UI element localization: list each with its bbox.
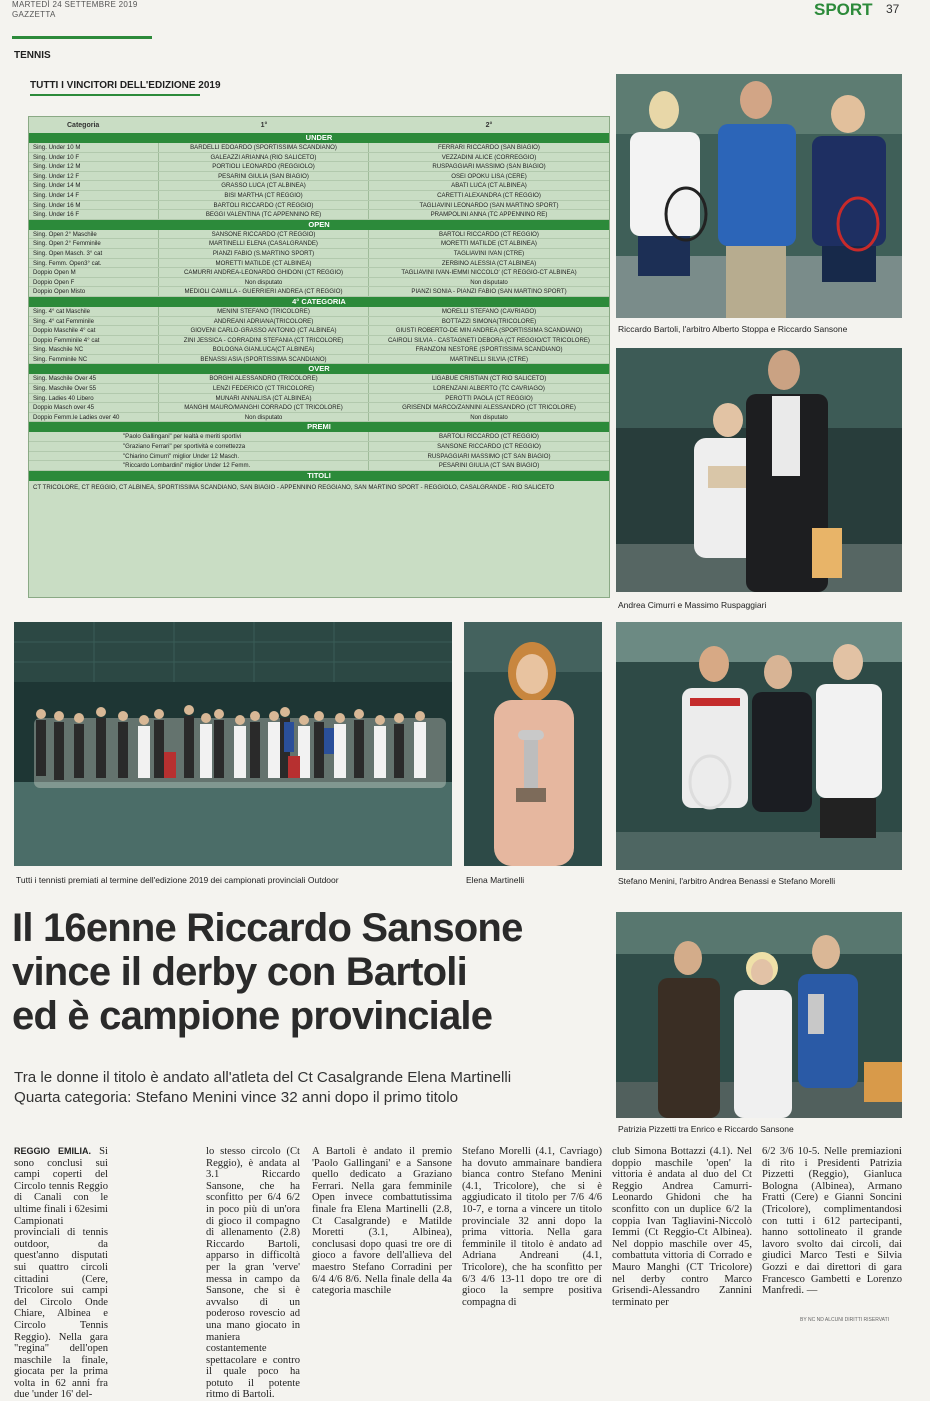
award-row [29, 432, 609, 442]
band-premi: PREMI [29, 422, 609, 432]
winner-cell: LENZI FEDERICO (CT TRICOLORE) [159, 384, 369, 393]
runner-up-cell: ZERBINO ALESSIA (CT ALBINEA) [441, 259, 537, 267]
deck-line1: Tra le donne il titolo è andato all'atleta del Ct Casalgrande Elena Martinelli [14, 1069, 512, 1086]
table-row [29, 336, 609, 346]
runner-up-cell: Non disputato [470, 413, 508, 421]
category-cell: Sing. Under 16 M [29, 201, 159, 210]
runner-up-cell: MORELLI STEFANO (CAVRIAGO) [441, 307, 537, 315]
table-row [29, 259, 609, 269]
newspaper-name: GAZZETTA [12, 10, 56, 19]
table-row [29, 181, 609, 191]
runner-up-cell: CARETTI ALEXANDRA (CT REGGIO) [437, 191, 541, 199]
winner-cell: GALEAZZI ARIANNA (RIO SALICETO) [159, 153, 369, 162]
winner-cell: BISI MARTHA (CT REGGIO) [159, 191, 369, 200]
category-cell: Sing. Under 16 F [29, 210, 159, 219]
winner-cell: ZINI JESSICA - CORRADINI STEFANIA (CT TRICOLORE) [159, 336, 369, 345]
runner-up-cell: ABATI LUCA (CT ALBINEA) [451, 182, 527, 190]
winner-cell: BENASSI ASIA (SPORTISSIMA SCANDIANO) [159, 355, 369, 364]
col-second-header: 2° [485, 121, 493, 129]
article-column-3: A Bartoli è andato il premio 'Paolo Gallingani' e a Sansone quello dedicato a Graziano Ferrari. Nella gara femminile Open invece combattutissima finale fra Elena Martinelli (2.8, Ct Casalgrande) e Matilde Moretti (3.1, Albinea), conclusasi dopo quasi tre ore di gioco a favore dell'allieva del maestro Stefano Corradini per 6/4 4/6 8/6. Nella finale della 4a categoria maschile [312, 1146, 452, 1297]
runner-up-cell: TAGLIAVINI IVAN-IEMMI NICCOLO' (CT REGGIO-CT ALBINEA) [401, 269, 577, 277]
table-row [29, 249, 609, 259]
runner-up-cell: LIGABUE CRISTIAN (CT RIO SALICETO) [431, 375, 547, 383]
winner-cell: BARDELLI EDOARDO (SPORTISSIMA SCANDIANO) [159, 143, 369, 152]
runner-up-cell: PRAMPOLINI ANNA (TC APPENNINO RE) [430, 211, 548, 219]
winner-cell: MENINI STEFANO (TRICOLORE) [159, 307, 369, 316]
runner-up-cell: PIANZI SONIA - PIANZI FABIO (SAN MARTINO SPORT) [411, 288, 567, 296]
license-credit: BY NC ND ALCUNI DIRITTI RISERVATI [800, 1317, 890, 1323]
premi-rows [29, 432, 609, 470]
article-column-4: Stefano Morelli (4.1, Cavriago) ha dovuto ammainare bandiera bianca contro Stefano Menini (4.1, Tricolore), che si è aggiudicato il titolo per 7/6 4/6 10-7, e torna a vincere un titolo provinciale 32 anni dopo la prima vittoria. Nella gara femminile il titolo è andato ad Adriana Andreani (4.1, Tricolore), che ha sconfitto per 6/3 4/6 13-11 dopo tre ore di gioco la sempre positiva compagna di [462, 1146, 602, 1308]
award-winner-cell: PESARINI GIULIA (CT SAN BIAGIO) [438, 462, 540, 470]
open-rows [29, 230, 609, 297]
subsection-label: TUTTI I VINCITORI DELL'EDIZIONE 2019 [30, 80, 221, 91]
table-row [29, 210, 609, 220]
table-row [29, 413, 609, 423]
category-cell: Sing. Under 12 M [29, 162, 159, 171]
caption-photo3: Stefano Menini, l'arbitro Andrea Benassi e Stefano Morelli [618, 876, 836, 886]
runner-up-cell: GRISENDI MARCO/ZANNINI ALESSANDRO (CT TRICOLORE) [402, 404, 576, 412]
photo-elena-martinelli [464, 622, 602, 866]
winner-cell: SANSONE RICCARDO (CT REGGIO) [159, 230, 369, 239]
winner-cell: Non disputato [159, 413, 369, 422]
runner-up-cell: BOTTAZZI SIMONA(TRICOLORE) [441, 317, 537, 325]
quarta-rows [29, 307, 609, 365]
table-row [29, 355, 609, 365]
table-row [29, 394, 609, 404]
caption-elena: Elena Martinelli [466, 875, 525, 885]
category-cell: Sing. Femm. Open3° cat. [29, 259, 159, 268]
award-winner-cell: BARTOLI RICCARDO (CT REGGIO) [439, 433, 539, 441]
article-deck [14, 1068, 604, 1108]
table-row [29, 374, 609, 384]
runner-up-cell: MORETTI MATILDE (CT ALBINEA) [441, 240, 537, 248]
table-row [29, 239, 609, 249]
table-row [29, 153, 609, 163]
deck-line2: Quarta categoria: Stefano Menini vince 32 anni dopo il primo titolo [14, 1089, 459, 1106]
table-row [29, 307, 609, 317]
col-category-header: Categoria [67, 121, 100, 129]
photo-cimurri-ruspaggiari [616, 348, 902, 592]
category-cell: Sing. Under 12 F [29, 172, 159, 181]
runner-up-cell: OSEI OPOKU LISA (CERE) [451, 172, 527, 180]
category-cell: Sing. Maschile Over 45 [29, 374, 159, 383]
category-cell: Sing. Open Masch. 3° cat [29, 249, 159, 258]
category-cell: Sing. Ladies 40 Libero [29, 394, 159, 403]
award-name-cell: "Riccardo Lombardini" miglior Under 12 Femm. [29, 461, 369, 470]
col-first-header: 1° [260, 121, 268, 129]
award-name-cell: "Chiarino Cimurri" miglior Under 12 Masch. [29, 452, 369, 461]
table-row [29, 326, 609, 336]
category-cell: Sing. Under 10 F [29, 153, 159, 162]
winner-cell: BOLOGNA GIANLUCA(CT ALBINEA) [159, 345, 369, 354]
winner-cell: GIOVENI CARLO-GRASSO ANTONIO (CT ALBINEA) [159, 326, 369, 335]
winners-table [28, 116, 610, 598]
category-cell: Sing. Under 14 M [29, 181, 159, 190]
article-column-5: club Simona Bottazzi (4.1). Nel doppio maschile 'open' la vittoria è andata al duo del Ct Reggio Andrea Camurri-Leonardo Ghidoni che ha sconfitto con un duplice 6/2 la coppia Ivan Tagliavini-Niccolò Iemmi (Ct Reggio-Ct Albinea). Nel doppio maschile over 45, combattuta vittoria di Corrado e Mauro Manghi (CT Tricolore) nel derby contro Marco Grisendi-Alessandro Zannini terminato per [612, 1146, 752, 1308]
category-cell: Sing. 4° cat Maschile [29, 307, 159, 316]
category-cell: Sing. Open 2° Femminile [29, 239, 159, 248]
table-row [29, 143, 609, 153]
category-cell: Doppio Femminile 4° cat [29, 336, 159, 345]
category-cell: Sing. Open 2° Maschile [29, 230, 159, 239]
section-title: SPORT [814, 0, 873, 19]
award-row [29, 452, 609, 462]
article-headline [12, 906, 612, 1038]
runner-up-cell: FERRARI RICCARDO (SAN BIAGIO) [438, 144, 540, 151]
photo-pizzetti-sansone [616, 912, 902, 1118]
article-col1-text: Si sono conclusi sui campi coperti del Circolo tennis Reggio di Canali con le ultime finali i 62esimi Campionati provinciali di tennis outdoor, da quest'anno disputati sui quattro circoli cittadini (Cere, Tricolore sui campi del Circolo Onde Chiare, Albinea e Circolo Tennis Reggio). Nella gara "regina" dell'open maschile la finale, giocata per la prima volta in 62 anni fra due 'under 16' del- [14, 1146, 108, 1401]
award-row [29, 442, 609, 452]
table-row [29, 384, 609, 394]
category-cell: Sing. Under 14 F [29, 191, 159, 200]
article-dateline: REGGIO EMILIA. [14, 1146, 91, 1156]
subsection-rule [30, 94, 200, 96]
band-under: UNDER [29, 133, 609, 143]
runner-up-cell: LORENZANI ALBERTO (TC CAVRIAGO) [433, 385, 545, 393]
runner-up-cell: Non disputato [470, 278, 508, 286]
headline-line1: Il 16enne Riccardo Sansone [12, 906, 523, 950]
winner-cell: PORTIOLI LEONARDO (REGGIOLO) [159, 162, 369, 171]
award-row [29, 461, 609, 471]
winner-cell: BORGHI ALESSANDRO (TRICOLORE) [159, 374, 369, 383]
winner-cell: BARTOLI RICCARDO (CT REGGIO) [159, 201, 369, 210]
winner-cell: MORETTI MATILDE (CT ALBINEA) [159, 259, 369, 268]
award-winner-cell: RUSPAGGIARI MASSIMO (CT SAN BIAGIO) [427, 452, 551, 460]
runner-up-cell: BARTOLI RICCARDO (CT REGGIO) [439, 230, 539, 238]
table-row [29, 278, 609, 288]
band-open: OPEN [29, 220, 609, 230]
article-column-1 [14, 1146, 108, 1401]
table-row [29, 230, 609, 240]
category-cell: Doppio Femm.le Ladies over 40 [29, 413, 159, 422]
over-rows [29, 374, 609, 422]
winner-cell: MEDIOLI CAMILLA - GUERRIERI ANDREA (CT REGGIO) [159, 287, 369, 296]
category-cell: Sing. Under 10 M [29, 143, 159, 152]
table-row [29, 268, 609, 278]
section-label: TENNIS [14, 50, 51, 61]
table-row [29, 317, 609, 327]
winner-cell: MUNARI ANNALISA (CT ALBINEA) [159, 394, 369, 403]
award-name-cell: "Paolo Gallingani" per lealtà e meriti sportivi [29, 432, 369, 441]
winner-cell: CAMURRI ANDREA-LEONARDO GHIDONI (CT REGGIO) [159, 268, 369, 277]
under-rows [29, 143, 609, 220]
table-row [29, 191, 609, 201]
runner-up-cell: CAIROLI SILVIA - CASTAGNETI DEBORA (CT REGGIO/CT TRICOLORE) [388, 336, 590, 344]
band-titoli: TITOLI [29, 471, 609, 481]
photo-group [14, 622, 452, 866]
runner-up-cell: VEZZADINI ALICE (CORREGGIO) [441, 153, 537, 161]
award-winner-cell: SANSONE RICCARDO (CT REGGIO) [437, 443, 541, 451]
caption-photo1: Riccardo Bartoli, l'arbitro Alberto Stoppa e Riccardo Sansone [618, 324, 848, 334]
table-row [29, 201, 609, 211]
runner-up-cell: RUSPAGGIARI MASSIMO (SAN BIAGIO) [432, 163, 546, 171]
caption-group: Tutti i tennisti premiati al termine dell'edizione 2019 dei campionati provinciali Outdoor [16, 875, 339, 885]
photo-bartoli-stoppa-sansone [616, 74, 902, 318]
runner-up-cell: TAGLIAVINI LEONARDO (SAN MARTINO SPORT) [419, 201, 559, 209]
table-row [29, 345, 609, 355]
winner-cell: BEGGI VALENTINA (TC APPENNINO RE) [159, 210, 369, 219]
band-quarta: 4° CATEGORIA [29, 297, 609, 307]
winner-cell: ANDREANI ADRIANA(TRICOLORE) [159, 317, 369, 326]
table-row [29, 287, 609, 297]
category-cell: Sing. Maschile NC [29, 345, 159, 354]
article-column-6: 6/2 3/6 10-5. Nelle premiazioni di rito i Presidenti Patrizia Pizzetti (Reggio), Gianluca Bologna (Albinea), Armano Fratti (Cere) e Gianni Soncini (Tricolore), complimentandosi con tutti i 612 partecipanti, hanno sottolineato il grande lavoro svolto dai circoli, dai giudici Marco Testi e Silvia Gozzi e dai direttori di gara Francesco Gambetti e Lorenzo Manfredi. — [762, 1146, 902, 1297]
winner-cell: Non disputato [159, 278, 369, 287]
headline-line2: vince il derby con Bartoli [12, 950, 467, 994]
runner-up-cell: PEROTTI PAOLA (CT REGGIO) [445, 394, 533, 402]
table-row [29, 162, 609, 172]
runner-up-cell: FRANZONI NESTORE (SPORTISSIMA SCANDIANO) [415, 346, 563, 354]
header-rule [12, 36, 152, 39]
caption-photo2: Andrea Cimurri e Massimo Ruspaggiari [618, 600, 767, 610]
category-cell: Doppio Maschile 4° cat [29, 326, 159, 335]
runner-up-cell: GIUSTI ROBERTO-DE MIN ANDREA (SPORTISSIMA SCANDIANO) [395, 327, 583, 335]
table-row [29, 172, 609, 182]
band-over: OVER [29, 364, 609, 374]
category-cell: Doppio Open Misto [29, 287, 159, 296]
award-name-cell: "Graziano Ferrari" per sportività e correttezza [29, 442, 369, 451]
winner-cell: PESARINI GIULIA (SAN BIAGIO) [159, 172, 369, 181]
category-cell: Sing. Femminile NC [29, 355, 159, 364]
category-cell: Sing. Maschile Over 55 [29, 384, 159, 393]
winner-cell: GRASSO LUCA (CT ALBINEA) [159, 181, 369, 190]
titoli-row: CT TRICOLORE, CT REGGIO, CT ALBINEA, SPORTISSIMA SCANDIANO, SAN BIAGIO - APPENNINO REGGIANO, SAN MARTINO SPORT - REGGIOLO, CASALGRANDE - RIO SALICETO [33, 483, 555, 491]
table-row [29, 403, 609, 413]
headline-line3: ed è campione provinciale [12, 994, 493, 1038]
winner-cell: MARTINELLI ELENA (CASALGRANDE) [159, 239, 369, 248]
winner-cell: PIANZI FABIO (S.MARTINO SPORT) [159, 249, 369, 258]
photo-menini-benassi-morelli [616, 622, 902, 870]
category-cell: Doppio Open M [29, 268, 159, 277]
category-cell: Doppio Masch over 45 [29, 403, 159, 412]
caption-photo4: Patrizia Pizzetti tra Enrico e Riccardo Sansone [618, 1124, 794, 1134]
winner-cell: MANGHI MAURO/MANGHI CORRADO (CT TRICOLORE) [159, 403, 369, 412]
category-cell: Sing. 4° cat Femminile [29, 317, 159, 326]
runner-up-cell: TAGLIAVINI IVAN (CTRE) [453, 249, 525, 257]
edition-date: MARTEDÌ 24 SETTEMBRE 2019 [12, 0, 138, 9]
article-column-2: lo stesso circolo (Ct Reggio), è andata al 3.1 Riccardo Sansone, che ha sconfitto per 6/4 6/2 in poco più di un'ora di gioco il compagno di allenamento (2.8) Riccardo Bartoli, apparso in difficoltà per la gran 'verve' messa in campo da Sansone, che si è avvalso di un poderoso rovescio ad una mano giocato in maniera costantemente spettacolare e contro il quale poco ha potuto il potente ritmo di Bartoli. [206, 1146, 300, 1401]
category-cell: Doppio Open F [29, 278, 159, 287]
table-header [29, 117, 609, 133]
page-number: 37 [886, 2, 900, 16]
runner-up-cell: MARTINELLI SILVIA (CTRE) [450, 355, 528, 363]
